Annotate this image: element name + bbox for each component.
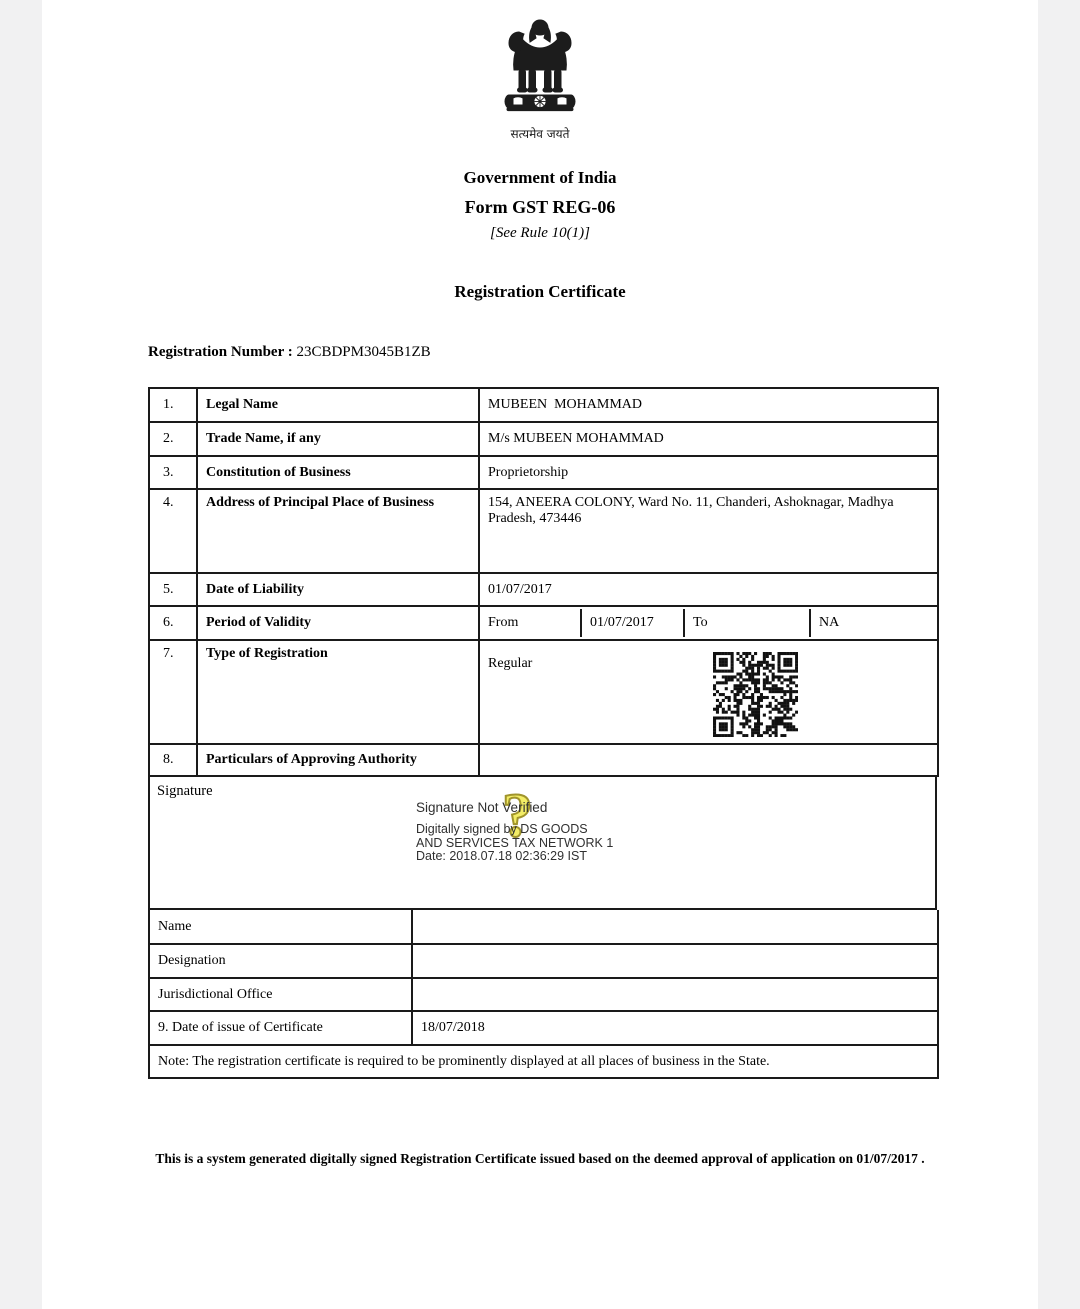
signature-date-line: Date: 2018.07.18 02:36:29 IST (416, 849, 587, 863)
jurisdictional-office-label: Jurisdictional Office (149, 978, 412, 1011)
table-row (149, 422, 938, 456)
table-row (149, 1045, 938, 1078)
type-of-registration-value: Regular (488, 656, 533, 671)
trade-name-value: M/s MUBEEN MOHAMMAD (479, 422, 938, 456)
digital-signature-text (416, 800, 613, 864)
registration-number-line (148, 344, 1038, 361)
national-emblem-icon (495, 18, 585, 118)
qr-code (713, 652, 798, 737)
system-generated-footer: This is a system generated digitally signed Registration Certificate issued based on the deemed approval of application on 01/07/2017 . (155, 1151, 925, 1166)
constitution-label: Constitution of Business (197, 456, 479, 489)
approving-authority-value (479, 744, 938, 776)
validity-to-label: To (683, 609, 809, 637)
validity-from-label: From (488, 615, 519, 630)
constitution-value: Proprietorship (479, 456, 938, 489)
digitally-signed-by-line: Digitally signed by DS GOODS (416, 822, 588, 836)
registration-number-value: 23CBDPM3045B1ZB (296, 344, 431, 360)
note-text: Note: The registration certificate is required to be prominently displayed at all places of business in the State. (149, 1045, 938, 1078)
government-of-india-title: Government of India (463, 168, 617, 187)
table-row (149, 944, 938, 978)
jurisdictional-office-value (412, 978, 938, 1011)
officer-table (148, 910, 939, 1079)
date-of-liability-label: Date of Liability (197, 573, 479, 606)
table-row (149, 1011, 938, 1045)
table-row (149, 744, 938, 776)
registration-number-label: Registration Number : (148, 344, 293, 360)
row-number: 5. (149, 573, 197, 606)
row-number: 7. (149, 640, 197, 744)
emblem-area (42, 0, 1038, 142)
signature-block (148, 777, 937, 910)
row-number: 3. (149, 456, 197, 489)
certificate-body (148, 387, 937, 1079)
table-row (149, 910, 938, 944)
validity-from-value: 01/07/2017 (580, 609, 683, 637)
officer-designation-label: Designation (149, 944, 412, 978)
table-row (149, 573, 938, 606)
date-of-issue-value: 18/07/2018 (412, 1011, 938, 1045)
form-title: Form GST REG-06 (464, 197, 616, 217)
rule-reference: [See Rule 10(1)] (490, 225, 590, 241)
approving-authority-label: Particulars of Approving Authority (197, 744, 479, 776)
certificate-page (42, 0, 1038, 1309)
officer-name-label: Name (149, 910, 412, 944)
officer-designation-value (412, 944, 938, 978)
officer-name-value (412, 910, 938, 944)
address-label: Address of Principal Place of Business (197, 489, 479, 573)
table-row (149, 640, 938, 744)
trade-name-label: Trade Name, if any (197, 422, 479, 456)
validity-to-value: NA (809, 609, 937, 637)
certificate-title: Registration Certificate (454, 282, 626, 301)
signature-question-mark-icon: ? (502, 782, 533, 850)
signature-label: Signature (157, 783, 213, 799)
signature-not-verified-text: Signature Not Verified (416, 800, 548, 815)
row-number: 6. (149, 606, 197, 640)
period-of-validity-cells (479, 606, 938, 640)
date-of-liability-value: 01/07/2017 (479, 573, 938, 606)
row-number: 2. (149, 422, 197, 456)
table-row (149, 606, 938, 640)
signer-name-line: AND SERVICES TAX NETWORK 1 (416, 835, 614, 850)
period-of-validity-label: Period of Validity (197, 606, 479, 640)
type-of-registration-cell (480, 646, 937, 743)
type-of-registration-label: Type of Registration (197, 640, 479, 744)
row-number: 4. (149, 489, 197, 573)
address-value: 154, ANEERA COLONY, Ward No. 11, Chanderi, Ashoknagar, Madhya Pradesh, 473446 (479, 489, 938, 573)
emblem-motto: सत्यमेव जयते (510, 127, 570, 141)
legal-name-value: MUBEEN MOHAMMAD (479, 388, 938, 422)
date-of-issue-label: 9. Date of issue of Certificate (149, 1011, 412, 1045)
legal-name-label: Legal Name (197, 388, 479, 422)
table-row (149, 456, 938, 489)
table-row (149, 489, 938, 573)
row-number: 1. (149, 388, 197, 422)
table-row (149, 388, 938, 422)
table-row (149, 978, 938, 1011)
row-number: 8. (149, 744, 197, 776)
details-table (148, 387, 939, 777)
